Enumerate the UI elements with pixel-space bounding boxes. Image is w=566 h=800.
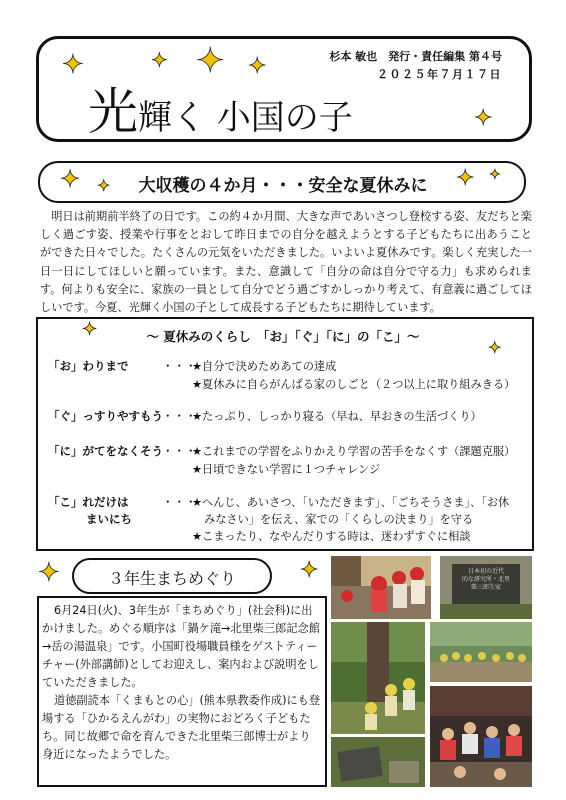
star-icon: ✦ — [151, 48, 168, 72]
sign-text — [454, 568, 518, 592]
photo-scene — [331, 737, 425, 787]
p1-line: →岳の湯温泉」です。小国町役場職員様をゲストティー — [42, 640, 318, 653]
photo-scene — [331, 622, 425, 734]
star-icon: ✦ — [60, 165, 81, 193]
issue-line: 杉本 敏也 発行・責任編集 第４号 — [329, 50, 502, 63]
star-icon: ✦ — [38, 558, 60, 588]
title-first-char: 光 — [88, 83, 138, 141]
row-label-ko-line2: まいにち — [86, 512, 132, 526]
p2-line: 場する「ひかるえんがわ」の実物におどろく子どもた — [42, 712, 311, 725]
newsletter-title — [88, 72, 353, 144]
photo-scene — [331, 556, 431, 619]
p1-line: 6月24日(火)、3年生が「まちめぐり」(社会科)に出 — [54, 604, 313, 617]
star-icon: ✦ — [489, 167, 501, 183]
photo-big-tree — [331, 622, 425, 734]
row-dots: ・・・ — [162, 495, 197, 509]
sign-line: 日本初の近代 — [467, 568, 504, 575]
row-item: ★これまでの学習をふりかえり学習の苦手をなくす（課題克服） — [192, 445, 516, 458]
star-icon: ✦ — [456, 166, 475, 191]
sign-line: 柴三郎生家 — [470, 584, 501, 591]
p2-line: ち。同じ故郷で命を育んできた北里柴三郎博士がより — [42, 730, 311, 743]
row-dots: ・・・ — [162, 444, 197, 458]
photo-memorial-sign — [440, 556, 532, 619]
p2-line: 身近になったようでした。 — [42, 748, 177, 761]
star-icon: ✦ — [196, 41, 225, 81]
row-label-ni: 「に」がてをなくそう — [48, 444, 163, 458]
star-icon: ✦ — [300, 558, 319, 583]
row-label-gu: 「ぐ」っすりやすもう — [48, 409, 163, 423]
photo-students-indoor — [430, 686, 532, 787]
photo-students-at-house — [331, 556, 431, 619]
p1-line: チャー(外部講師)としてお迎えし、案内および説明をし — [42, 658, 319, 671]
star-icon: ✦ — [97, 176, 111, 195]
photo-scene — [430, 622, 532, 682]
star-icon: ✦ — [62, 50, 84, 80]
row-item: ★日頃できない学習に１つチャレンジ — [192, 463, 381, 476]
sign-line: 的な研究所・北里 — [461, 576, 510, 583]
star-icon: ✦ — [474, 106, 493, 131]
row-dots: ・・・ — [162, 359, 197, 373]
row-item: ★自分で決めためあての達成 — [192, 360, 337, 373]
p1-line: ていただきました。 — [42, 676, 143, 689]
summer-life-title: ～ 夏休みのくらし 「お」「ぐ」「に」の「こ」～ — [146, 329, 420, 344]
section1-heading: 大収穫の４か月・・・安全な夏休みに — [138, 176, 428, 196]
p1-line: かけました。めぐる順序は「鍋ケ滝→北里柴三郎記念館 — [42, 622, 320, 635]
star-icon: ✦ — [488, 338, 502, 357]
row-dots: ・・・ — [162, 409, 197, 423]
photo-ruins-stone — [331, 737, 425, 787]
row-item: ★へんじ、あいさつ、「いただきます」、「ごちそうさま」、「お休 — [192, 496, 510, 509]
row-item: ★こまったり、なやんだりする時は、迷わずすぐに相談 — [192, 530, 471, 543]
issue-date: ２０２５年７月１７日 — [377, 68, 502, 81]
row-label-o: 「お」わりまで — [48, 359, 129, 373]
photo-scene — [430, 686, 532, 787]
section1-paragraph: 明日は前期前半終了の日です。この約４か月間、大きな声であいさつし登校する姿、友だちと楽しく過ごす姿、授業や行事をとおして昨日までの自分を越えようとする子どもたちに出あうことができた日々でした。たくさんの元気をいただきました。いよいよ夏休みです。楽しく充実した一日一日にしてほしいと願っています。また、意識して「自分の命は自分で守る力」も求められます。何よりも安全に、家族の一員として自分でどう過ごすかしっかり考えて、有意義に過ごしてほしいです。今夏、光輝く小国の子として成長する子どもたちに期待しています。 — [40, 210, 532, 315]
p2-line: 道徳副読本「くまもとの心」(熊本県教委作成)にも登 — [54, 694, 321, 707]
photo-group-walk — [430, 622, 532, 682]
row-item: ★夏休みに自らがんばる家のしごと（２つ以上に取り組みきる） — [192, 378, 516, 391]
row-item: ★たっぷり、しっかり寝る（早ね、早おきの生活づくり） — [192, 410, 482, 423]
star-icon: ✦ — [248, 54, 267, 79]
star-icon: ✦ — [82, 319, 98, 340]
row-label-ko: 「こ」れだけは — [48, 495, 129, 509]
title-rest: 輝く 小国の子 — [138, 98, 353, 138]
section3-heading: ３年生まちめぐり — [107, 569, 236, 588]
row-item: みなさい」を伝え、家での「くらしの決まり」を守る — [204, 513, 474, 526]
